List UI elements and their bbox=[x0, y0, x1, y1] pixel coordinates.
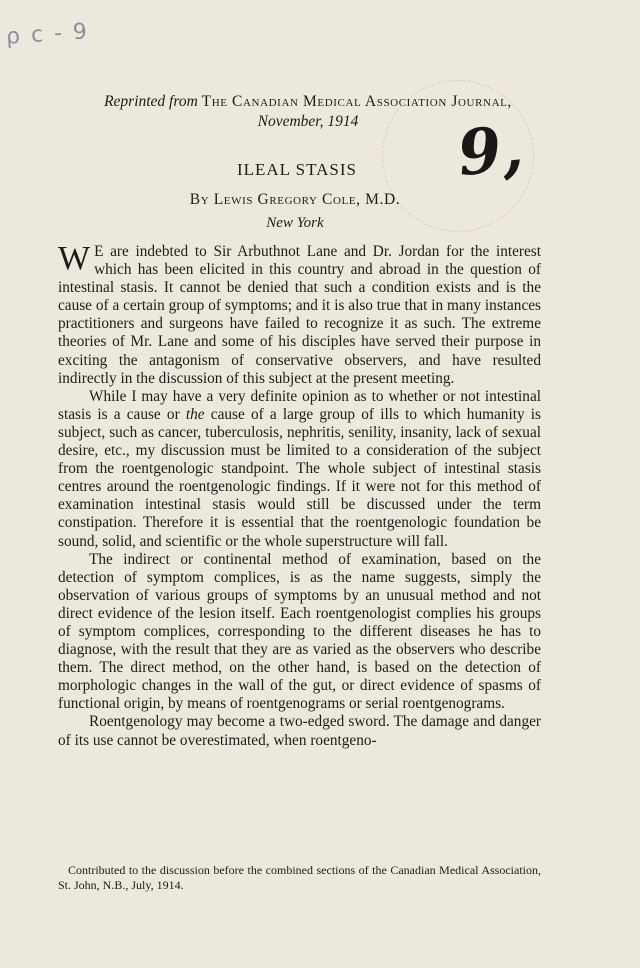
paragraph-2 bbox=[58, 388, 541, 551]
footnote-text: Contributed to the discussion before the combined sections of the Canadian Medical Association, St. John, N.B., July, 1914. bbox=[58, 863, 541, 892]
paragraph-1-text: E are indebted to Sir Arbuthnot Lane and Dr. Jordan for the interest which has been elicited in this country and abroad in the question of intestinal stasis. It cannot be denied that such a condition exists and is the cause of a certain group of symptoms; and it is also true that in many instances practitioners and surgeons have failed to recognize it as such. The extreme theories of Mr. Lane and some of his disciples have served their purpose in exciting the antagonism of conservative observers, and have resulted indirectly in the discussion of this subject at the present meeting. bbox=[58, 243, 541, 387]
drop-cap: W bbox=[58, 240, 91, 277]
publication-date: November, 1914 bbox=[257, 113, 359, 130]
journal-name: The Canadian Medical Association Journal, bbox=[201, 93, 512, 110]
handwritten-corner-mark: ρ c - 9 bbox=[5, 19, 90, 50]
author-byline: By Lewis Gregory Cole, M.D. bbox=[189, 191, 401, 208]
paragraph-1 bbox=[58, 240, 541, 388]
handwritten-page-number: 9, bbox=[454, 110, 527, 191]
footnote bbox=[58, 863, 541, 893]
paragraph-2-text-a: While I may have a very definite opinion as to whether or not intestinal stasis is a cause or bbox=[58, 387, 541, 423]
reprint-notice bbox=[58, 92, 558, 132]
paragraph-3: The indirect or continental method of examination, based on the detection of symptom complices, is as the name suggests, simply the observation of various groups of symptoms by an unusual method and not direct evidence of the lesion itself. Each roentgenologist complies his groups of symptom complices, corresponding to the different diseases he has to diagnose, with the result that they are as varied as the observers who describe them. The direct method, on the other hand, is based on the detection of morphologic changes in the wall of the gut, or direct evidence of spasms of functional origin, by means of roentgenograms or serial roentgenograms. bbox=[58, 550, 541, 713]
paragraph-2-text-b: cause of a large group of ills to which humanity is subject, such as cancer, tuberculosis, nephritis, senility, insanity, lack of sexual desire, etc., my discussion must be limited to a consideration of the subject from the roentgenologic standpoint. The whole subject of intestinal stasis centres around the roentgenologic findings. If it were not for this method of examination intestinal stasis would still be discussed under the term constipation. Therefore it is essential that the roentgenologic foundation be sound, solid, and scientific or the whole superstructure will fall. bbox=[58, 405, 541, 550]
reprinted-from-label: Reprinted from bbox=[104, 93, 198, 110]
article-body bbox=[58, 240, 541, 750]
paragraph-4: Roentgenology may become a two-edged sword. The damage and danger of its use cannot be overestimated, when roentgeno- bbox=[58, 713, 541, 749]
author-location: New York bbox=[266, 215, 324, 231]
article-title-wrap bbox=[0, 160, 640, 180]
paragraph-2-italic: the bbox=[185, 405, 205, 423]
article-title: ILEAL STASIS bbox=[236, 160, 358, 179]
